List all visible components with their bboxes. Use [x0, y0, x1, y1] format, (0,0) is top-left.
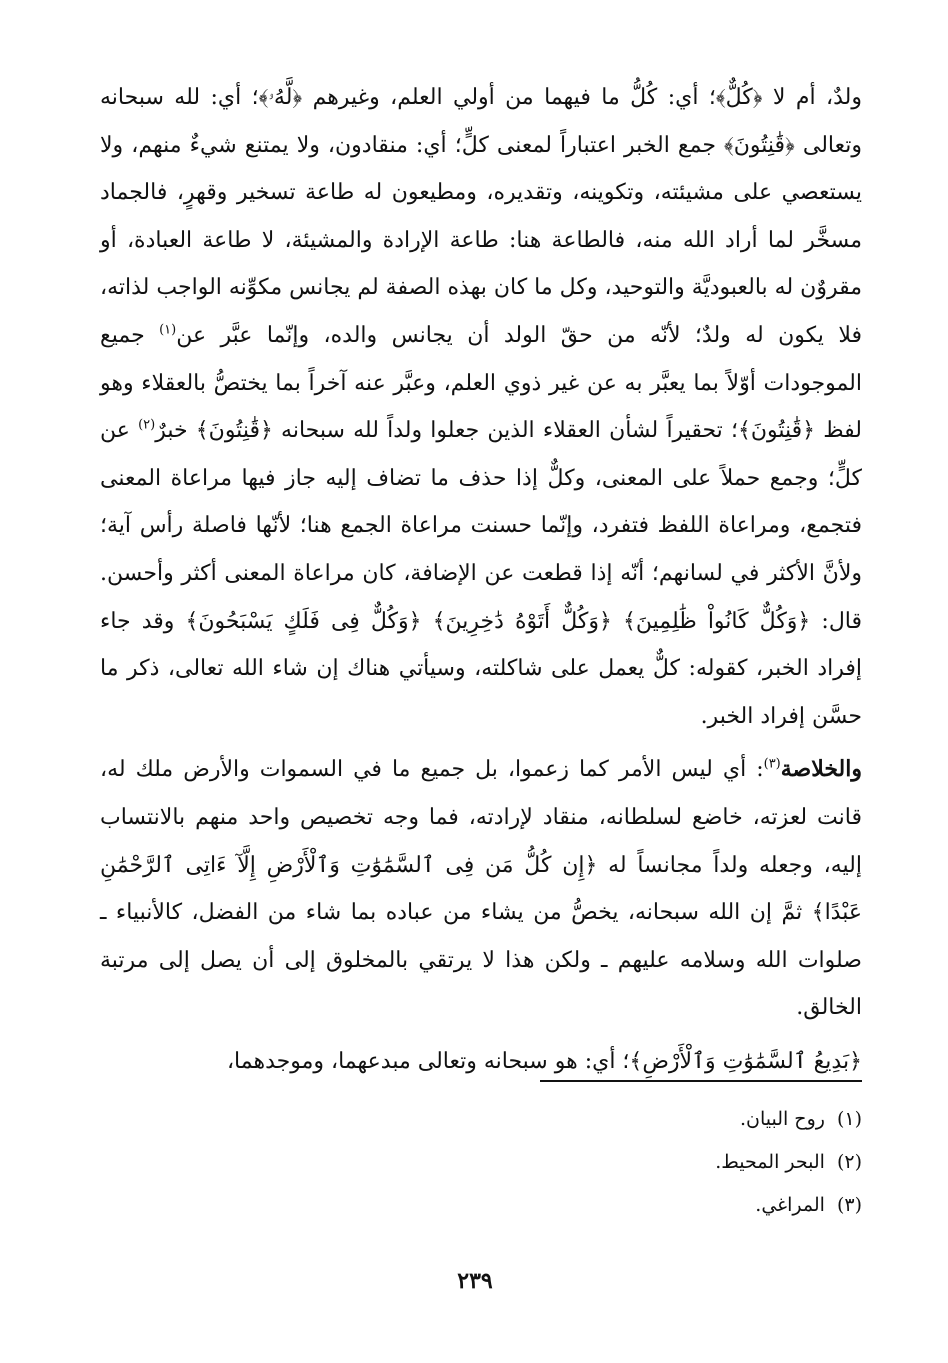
text-run: جمع الخبر اعتباراً لمعنى كلٍّ؛ أي: منقادون، ولا يمتنع شيءٌ منهم، ولا يستعصي على مشيئته، وتكوينه، وتقديره، ومطيعون له طاعة تسخير وقهرٍ، فالجماد مسخَّر لما أراد الله منه، فالطاعة هنا: طاعة الإرادة والمشيئة، لا طاعة العبادة، أو مقروٌن له بالعبوديَّة والتوحيد، وكل ما كان بهذه الصفة لم يجانس مكوِّنه الواجب لذاته، فلا يكون له ولدٌ؛ لأنّه من حقّ الولد أن يجانس والده، وإنّما عبَّر عن	[100, 132, 862, 348]
text-run	[422, 609, 433, 634]
text-run: : أي ليس الأمر كما زعموا، بل جميع ما في السموات والأرض ملك له، قانت لعزته، خاضع لسلطانه، منقاد لإرادته، فما وجه تخصيص واحد منهم بالانتساب إليه، وجعله ولداً مجانساً له	[100, 757, 863, 878]
text-run: ثمَّ إن الله سبحانه، يخصُّ من يشاء من عباده بما شاء من الفضل، كالأنبياء ـ صلوات الله وسلامه عليهم ـ ولكن هذا لا يرتقي بالمخلوق إلى أن يصل إلى مرتبة الخالق.	[100, 900, 862, 1021]
text-run: خبرٌ	[155, 418, 196, 444]
quran-quote: ﴿قَٰنِتُونَ﴾	[724, 132, 795, 158]
text-run: ولدٌ، أم لا	[762, 85, 862, 110]
footnotes	[500, 1098, 862, 1227]
footnote-reference: (٣)	[763, 756, 781, 772]
quran-quote: ﴿وَكُلٌّ كَانُواْ ظَٰلِمِينَ﴾	[622, 608, 811, 634]
text-run: عن كلٍّ؛ وجمع حملاً على المعنى، وكلٌّ إذا حذف ما تضاف إليه جاز فيها مراعاة المعنى فتجمع، ومراعاة اللفظ فتفرد، وإنّما حسنت مراعاة الجمع هنا؛ لأنّها فاصلة رأس آية؛ ولأنَّ الأكثر في لسانهم؛ أنّه إذا قطعت عن الإضافة، كان مراعاة المعنى أكثر وأحسن. قال:	[100, 418, 863, 634]
text-run: وقد جاء إفراد الخبر، كقوله: كلٌّ يعمل على شاكلته، وسيأتي هناك إن شاء الله تعالى، ذكر ما حسَّن إفراد الخبر.	[100, 608, 862, 729]
footnote-number: (٣)	[836, 1194, 862, 1216]
footnote	[500, 1184, 862, 1227]
main-text	[100, 74, 862, 1085]
footnote-separator	[540, 1080, 862, 1082]
quran-quote: ﴿إِن كُلُّ مَن فِى ٱلسَّمَٰوَٰتِ وَٱلْأَرْضِ إِلَّآ ءَاتِى ٱلرَّحْمَٰنِ عَبْدًا﴾	[100, 852, 862, 926]
footnote-reference: (١)	[159, 322, 177, 338]
footnote	[500, 1098, 862, 1141]
paragraph	[100, 746, 862, 1032]
quran-quote: ﴿كُلٌّ﴾	[715, 85, 763, 110]
section-heading: والخلاصة	[780, 756, 862, 783]
footnote-reference: (٢)	[138, 417, 156, 433]
text-run: ؛ تحقيراً لشأن العقلاء الذين جعلوا ولداً لله سبحانه	[272, 418, 738, 444]
quran-quote: ﴿لَّهُۥ﴾	[258, 85, 303, 110]
quran-quote: ﴿قَٰنِتُونَ﴾	[195, 418, 273, 444]
footnote-number: (٢)	[836, 1151, 862, 1173]
footnote-text: المراغي.	[755, 1194, 825, 1216]
paragraph	[100, 1038, 862, 1086]
footnote-number: (١)	[836, 1108, 862, 1130]
quran-quote: ﴿قَٰنِتُونَ﴾	[737, 418, 816, 444]
quran-quote: ﴿بَدِيعُ ٱلسَّمَٰوَٰتِ وَٱلْأَرْضِ﴾	[629, 1048, 862, 1074]
quran-quote: ﴿وَكُلٌّ فِى فَلَكٍ يَسْبَحُونَ﴾	[185, 608, 422, 634]
quran-quote: ﴿وَكُلٌّ أَتَوْهُ دَٰخِرِينَ﴾	[432, 608, 612, 634]
page-number: ٢٣٩	[457, 1268, 493, 1294]
footnote-text: روح البيان.	[739, 1108, 825, 1130]
text-run: ؛ أي: هو سبحانه وتعالى مبدعهما، وموجدهما،	[226, 1048, 630, 1074]
paragraph	[100, 74, 862, 740]
text-run: ؛ أي: كُلُّ ما فيهما من أولي العلم، وغيرهم	[302, 85, 716, 110]
text-run	[612, 609, 623, 634]
text-run: جميع الموجودات أوّلاً بما يعبَّر به عن غير ذوي العلم، وعبَّر عنه آخراً بما يختصُّ بالعقلاء وهو لفظ	[100, 322, 862, 444]
text-run: ؛ أي: لله سبحانه وتعالى	[100, 85, 862, 158]
footnote	[500, 1141, 862, 1184]
footnote-text: البحر المحيط.	[715, 1151, 825, 1173]
